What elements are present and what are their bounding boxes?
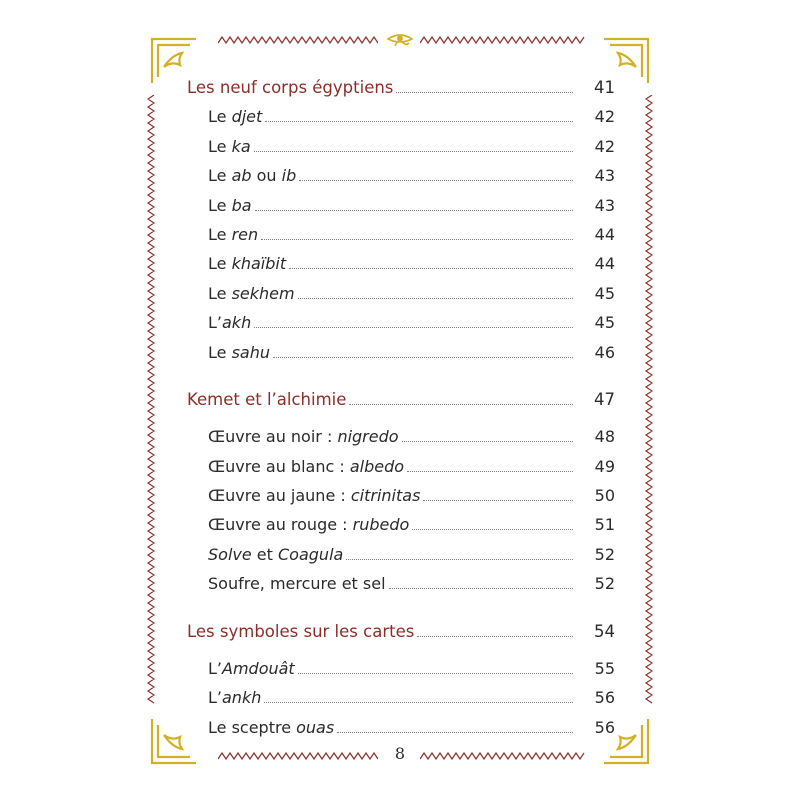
subentry-italic: citrinitas [350, 486, 421, 506]
dot-leader [423, 500, 573, 501]
toc-subentry[interactable] [187, 313, 615, 342]
subentry-title [208, 313, 251, 332]
page-ref: 43 [594, 195, 615, 215]
toc-subentry[interactable] [187, 284, 615, 313]
subentry-title [208, 718, 334, 737]
bottom-right-zigzag-border [420, 752, 585, 760]
dot-leader [261, 239, 573, 240]
subentry-title [208, 137, 251, 156]
subentry-italic: nigredo [337, 427, 399, 447]
page-ref: 45 [594, 313, 615, 333]
subentry-title [208, 574, 386, 593]
dot-leader [289, 268, 573, 269]
table-of-contents [187, 78, 615, 747]
subentry-text: et [251, 544, 278, 564]
subentry-text: Œuvre au rouge : [208, 515, 353, 535]
toc-subentry[interactable] [187, 457, 615, 486]
dot-leader [349, 404, 573, 405]
toc-subentry[interactable] [187, 137, 615, 166]
subentry-italic: ib [281, 166, 297, 186]
subentry-italic: ba [231, 195, 252, 215]
toc-subentry[interactable] [187, 166, 615, 195]
eye-of-horus-icon [385, 32, 415, 46]
page-ref: 54 [594, 621, 615, 641]
chapter-title: Les neuf corps égyptiens [187, 78, 394, 97]
subentry-italic: djet [231, 107, 263, 127]
subentry-text: L’ [208, 659, 222, 679]
toc-subentry[interactable] [187, 515, 615, 544]
subentry-italic: ab [231, 166, 252, 186]
toc-subentry[interactable] [187, 688, 615, 717]
page-number: 8 [394, 744, 406, 763]
toc-subentry[interactable] [187, 659, 615, 688]
subentry-text: L’ [208, 313, 222, 333]
dot-leader [337, 732, 573, 733]
subentry-italic: sekhem [231, 283, 295, 303]
toc-chapter-entry[interactable] [187, 622, 615, 651]
subentry-title [208, 196, 252, 215]
dot-leader [255, 210, 573, 211]
dot-leader [264, 702, 573, 703]
page-ref: 52 [594, 574, 615, 594]
top-left-zigzag-border [218, 36, 378, 44]
page-ref: 44 [594, 224, 615, 244]
subentry-italic: Amdouât [222, 659, 295, 679]
toc-subentry[interactable] [187, 343, 615, 372]
page-ref: 50 [594, 486, 615, 506]
subentry-italic: Solve [208, 544, 252, 564]
page-ref: 47 [594, 389, 615, 409]
subentry-italic: akh [222, 313, 252, 333]
top-right-zigzag-border [420, 36, 585, 44]
page-ref: 45 [594, 283, 615, 303]
subentry-text: Le [208, 136, 232, 156]
dot-leader [298, 673, 573, 674]
dot-leader [299, 180, 573, 181]
toc-chapter-entry[interactable] [187, 390, 615, 419]
bottom-left-zigzag-border [218, 752, 378, 760]
toc-subentry[interactable] [187, 718, 615, 747]
page-ref: 44 [594, 254, 615, 274]
dot-leader [402, 441, 573, 442]
dot-leader [389, 588, 573, 589]
dot-leader [254, 327, 573, 328]
subentry-text: Le [208, 283, 232, 303]
subentry-title [208, 486, 420, 505]
dot-leader [254, 151, 573, 152]
page-ref: 41 [594, 78, 615, 97]
subentry-text: Œuvre au jaune : [208, 486, 351, 506]
page-ref: 49 [594, 456, 615, 476]
subentry-italic: albedo [349, 456, 405, 476]
subentry-italic: ren [231, 224, 259, 244]
toc-subentry[interactable] [187, 427, 615, 456]
toc-subentry[interactable] [187, 254, 615, 283]
subentry-text: Le [208, 166, 232, 186]
chapter-title: Les symboles sur les cartes [187, 621, 415, 641]
subentry-italic: ka [231, 136, 251, 156]
toc-subentry[interactable] [187, 486, 615, 515]
right-zigzag-border [645, 95, 653, 705]
dot-leader [298, 298, 573, 299]
toc-subentry[interactable] [187, 545, 615, 574]
page-ref: 48 [594, 427, 615, 447]
toc-subentry[interactable] [187, 107, 615, 136]
dot-leader [412, 529, 573, 530]
dot-leader [417, 636, 573, 637]
subentry-text: Le sceptre [208, 717, 297, 737]
subentry-title [208, 515, 409, 534]
subentry-title [208, 254, 286, 273]
page-ref: 52 [594, 544, 615, 564]
subentry-text: Œuvre au noir : [208, 427, 338, 447]
page-ref: 56 [594, 688, 615, 708]
subentry-title [208, 659, 295, 678]
dot-leader [265, 121, 573, 122]
page-ref: 42 [594, 107, 615, 127]
subentry-text: Le [208, 254, 232, 274]
subentry-italic: khaïbit [231, 254, 287, 274]
left-zigzag-border [147, 95, 155, 705]
page-ref: 51 [594, 515, 615, 535]
chapter-title: Kemet et l’alchimie [187, 389, 347, 409]
subentry-title [208, 166, 296, 185]
toc-chapter-entry[interactable] [187, 78, 615, 107]
page-ref: 56 [594, 717, 615, 737]
subentry-title [208, 688, 261, 707]
subentry-title [208, 457, 404, 476]
subentry-italic: Coagula [278, 544, 344, 564]
dot-leader [346, 559, 573, 560]
subentry-italic: ouas [296, 717, 335, 737]
section-gap [187, 604, 615, 622]
toc-subentry[interactable] [187, 196, 615, 225]
subentry-title [208, 343, 270, 362]
dot-leader [407, 471, 573, 472]
subentry-italic: rubedo [352, 515, 410, 535]
subentry-text: Œuvre au blanc : [208, 456, 350, 476]
subentry-title [208, 284, 295, 303]
page-ref: 46 [594, 342, 615, 362]
toc-subentry[interactable] [187, 574, 615, 603]
dot-leader [273, 357, 573, 358]
subentry-title [208, 427, 399, 446]
toc-subentry[interactable] [187, 225, 615, 254]
subentry-text: Le [208, 107, 232, 127]
subentry-italic: ankh [222, 688, 262, 708]
subentry-text: L’ [208, 688, 222, 708]
subentry-text: Le [208, 224, 232, 244]
subentry-text: Le [208, 195, 232, 215]
subentry-title [208, 107, 262, 126]
subentry-italic: sahu [231, 342, 270, 362]
subentry-text: ou [251, 166, 282, 186]
page-ref: 43 [594, 166, 615, 186]
subentry-text: Le [208, 342, 232, 362]
subentry-title [208, 545, 343, 564]
subentry-text: Soufre, mercure et sel [208, 574, 386, 594]
dot-leader [396, 92, 573, 93]
section-gap [187, 372, 615, 390]
page-ref: 42 [594, 136, 615, 156]
page-ref: 55 [594, 659, 615, 679]
subentry-title [208, 225, 258, 244]
